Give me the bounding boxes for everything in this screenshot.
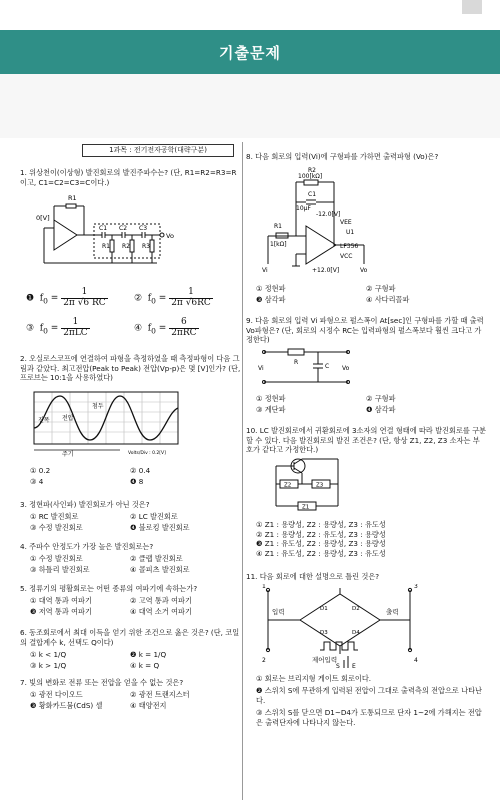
q7-option-2[interactable]: ② 광전 트랜지스터 <box>130 690 190 699</box>
q8-options <box>256 284 476 304</box>
question-6 <box>20 628 242 647</box>
voltage-label: 전압 <box>62 415 74 422</box>
q4-option-3[interactable]: ③ 하틀리 발진회로 <box>30 564 90 574</box>
q3-option-3[interactable]: ③ 수정 발진회로 <box>30 522 83 532</box>
question-2-text: 2. 오실로스코프에 연결하여 파형을 측정하였을 때 측정파형이 다음 그림과 같았다. 최고전압(Peak to Peak) 전압(Vp-p)은 몇 [V]인가? (단, 프로브는 10:1을 사용하였다) <box>20 354 241 382</box>
r1-label: R1 <box>274 223 282 230</box>
q1-option-3-num: 1 <box>61 318 90 329</box>
q1-option-3-den: 2πLC <box>63 327 88 338</box>
scale-label: Volts/Div : 0.2[V] <box>128 451 166 456</box>
question-5 <box>20 584 242 594</box>
vi-label: Vi <box>258 365 264 372</box>
q1-option-2-den: 2π √6RC <box>171 297 211 308</box>
period-label: 주기 <box>62 451 74 458</box>
q5-option-1[interactable]: ① 대역 통과 여파기 <box>30 596 92 605</box>
q11-option-2[interactable]: ❷ 스위치 S에 무관하게 입력된 전압이 그대로 출력측의 전압으로 나타난다. <box>256 686 482 705</box>
q3-options <box>30 512 230 532</box>
q10-options <box>256 520 486 558</box>
terminal-4: 4 <box>414 657 418 664</box>
d2-label: D2 <box>352 606 360 612</box>
question-8-text: 8. 다음 회로의 입력(Vi)에 구형파를 가하면 출력파형 (Vo)은? <box>246 152 439 161</box>
lc-oscillator-diagram <box>268 454 348 516</box>
z1-label: Z1 <box>302 504 310 511</box>
q4-option-1[interactable]: ① 수정 발진회로 <box>30 554 83 563</box>
question-3-text: 3. 정현파(사인파) 발진회로가 아닌 것은? <box>20 500 150 509</box>
q1-option-3[interactable]: ③ $f_0$ = $\frac{1}{\text{2πLC}}$ <box>26 317 88 338</box>
vee-voltage: -12.0[V] <box>316 211 341 218</box>
q1-option-4-mark: ④ <box>134 323 143 334</box>
q2-options <box>30 466 230 486</box>
question-1 <box>20 168 242 187</box>
q10-option-2[interactable]: ② Z1 : 용량성, Z2 : 유도성, Z3 : 용량성 <box>256 529 386 539</box>
q6-option-2[interactable]: ❷ k = 1/Q <box>130 650 167 659</box>
q1-option-1-num: 1 <box>61 288 108 299</box>
question-7-text: 7. 빛의 변화로 전류 또는 전압을 얻을 수 없는 것은? <box>20 678 184 687</box>
question-1-text: 1. 위상천이(이상형) 발진회로의 발진주파수는? (단, R1=R2=R3=R이고, C1=C2=C3=C이다.) <box>20 168 237 187</box>
q11-option-3[interactable]: ③ 스위치 S를 닫으면 D1~D4가 도통되므로 단자 1~2에 가해지는 전압은 출력단자에 나타나지 않는다. <box>256 708 482 727</box>
q10-option-1[interactable]: ① Z1 : 용량성, Z2 : 용량성, Z3 : 유도성 <box>256 520 386 529</box>
q7-option-1[interactable]: ① 광전 다이오드 <box>30 690 83 699</box>
integrator-circuit-diagram <box>256 166 406 274</box>
q1-option-3-mark: ③ <box>26 323 35 334</box>
question-2 <box>20 354 242 383</box>
q4-options <box>30 554 230 574</box>
d4-label: D4 <box>352 630 360 636</box>
status-bar <box>0 0 500 30</box>
c2-label: C2 <box>119 225 128 232</box>
q1-option-1-mark: ❶ <box>26 293 35 304</box>
z2-label: Z2 <box>284 482 292 489</box>
phase-shift-circuit-diagram <box>32 188 182 278</box>
q7-option-4[interactable]: ④ 태양전지 <box>130 700 167 710</box>
subject-tag: 1과목 : 전기전자공학(대략구분) <box>82 144 234 157</box>
q2-option-4[interactable]: ❹ 8 <box>130 476 144 486</box>
question-5-text: 5. 정류기의 평활회로는 어떤 종류의 여파기에 속하는가? <box>20 584 198 593</box>
q3-option-4[interactable]: ❹ 블로킹 발진회로 <box>130 522 190 532</box>
r1-value: 1[kΩ] <box>270 241 287 248</box>
status-indicator <box>462 0 482 14</box>
q11-option-1[interactable]: ① 회로는 브리지형 게이트 회로이다. <box>256 674 372 683</box>
q2-option-1[interactable]: ① 0.2 <box>30 466 51 475</box>
q6-option-1[interactable]: ① k < 1/Q <box>30 650 67 659</box>
r1-label: R1 <box>68 194 77 202</box>
q10-option-3[interactable]: ❸ Z1 : 유도성, Z2 : 용량성, Z3 : 용량성 <box>256 539 386 548</box>
r2-label: R2 <box>122 243 130 250</box>
question-7 <box>20 678 242 688</box>
q8-option-3[interactable]: ❸ 삼각파 <box>256 294 286 304</box>
switch-s-label: S <box>336 663 340 670</box>
amplitude-label: 진폭 <box>38 417 50 424</box>
c1-value: 10μF <box>296 205 311 212</box>
q1-option-1-den: 2π √6 RC <box>63 297 106 308</box>
ic-label: LF356 <box>340 243 359 250</box>
vcc-label: VCC <box>340 253 353 260</box>
q9-option-2[interactable]: ② 구형파 <box>366 394 396 403</box>
z3-label: Z3 <box>316 482 324 489</box>
output-label: 출력 <box>386 608 399 616</box>
q1-option-4-num: 6 <box>169 318 198 329</box>
control-input-label: 제어입력 <box>312 656 338 664</box>
q7-option-3[interactable]: ❸ 황화카드뮴(CdS) 셀 <box>30 700 103 710</box>
r2-value: 100[kΩ] <box>298 173 323 180</box>
q1-option-4-den: 2πRC <box>171 327 197 338</box>
question-10-text: 10. LC 발진회로에서 귀환회로에 3소자의 연결 형태에 따라 발진회로를 구분할 수 있다. 다음 발진회로의 발진 조건은? (단, 항상 Z1, Z2, Z3 소자는 부호가 같다고 가정한다.) <box>246 426 486 454</box>
vo-label: Vo <box>360 267 368 274</box>
q1-option-2-num: 1 <box>169 288 213 299</box>
exam-paper[interactable] <box>0 138 500 800</box>
c3-label: C3 <box>139 225 148 232</box>
question-11 <box>246 572 486 582</box>
terminal-2: 2 <box>262 657 266 664</box>
bridge-gate-diagram <box>260 584 430 670</box>
q7-options <box>30 690 230 710</box>
q1-option-2[interactable]: ② $f_0$ = $\frac{1}{2\pi √6RC}$ <box>134 287 211 308</box>
r3-label: R3 <box>142 243 150 250</box>
r-label: R <box>294 359 299 366</box>
zero-volt-label: 0[V] <box>36 214 50 222</box>
q6-option-4[interactable]: ④ k = Q <box>130 660 160 670</box>
c1-label: C1 <box>99 225 108 232</box>
q9-option-1[interactable]: ① 정현파 <box>256 394 286 403</box>
peak-label: 첨두 <box>92 403 104 410</box>
q10-option-4[interactable]: ④ Z1 : 유도성, Z2 : 용량성, Z3 : 유도성 <box>256 548 386 558</box>
c1-label: C1 <box>308 191 317 198</box>
q9-options <box>256 394 476 414</box>
question-8 <box>246 152 486 162</box>
vo-label: Vo <box>166 232 174 240</box>
q8-option-4[interactable]: ④ 사다리꼴파 <box>366 294 410 304</box>
page-title: 기출문제 <box>219 43 281 62</box>
r2-label: R2 <box>308 167 316 174</box>
app-bar <box>0 30 500 74</box>
q11-options <box>256 674 484 728</box>
question-11-text: 11. 다음 회로에 대한 설명으로 틀린 것은? <box>246 572 380 581</box>
q5-options <box>30 596 230 616</box>
q8-option-1[interactable]: ① 정현파 <box>256 284 286 293</box>
question-10 <box>246 426 486 455</box>
q3-option-1[interactable]: ① RC 발진회로 <box>30 512 79 521</box>
question-9 <box>246 316 486 345</box>
q6-options <box>30 650 230 670</box>
q9-option-3[interactable]: ③ 계단파 <box>256 404 286 414</box>
q6-option-3[interactable]: ③ k > 1/Q <box>30 660 67 670</box>
q4-option-4[interactable]: ④ 콜피츠 발진회로 <box>130 564 190 574</box>
q1-option-2-mark: ② <box>134 293 143 304</box>
rc-circuit-diagram <box>258 346 358 386</box>
q1-option-1[interactable]: ❶ $f_0$ = $\frac{1}{2\pi √6 RC}$ <box>26 287 106 308</box>
q2-option-2[interactable]: ② 0.4 <box>130 466 151 475</box>
q5-option-3[interactable]: ❸ 저역 통과 여파기 <box>30 606 92 616</box>
q9-option-4[interactable]: ❹ 삼각파 <box>366 404 396 414</box>
u1-label: U1 <box>346 229 355 236</box>
q1-option-4[interactable]: ④ $f_0$ = $\frac{6}{\text{2πRC}}$ <box>134 317 197 338</box>
d3-label: D3 <box>320 630 328 636</box>
vcc-voltage: +12.0[V] <box>312 267 340 274</box>
question-4 <box>20 542 242 552</box>
vo-label: Vo <box>342 365 350 372</box>
input-label: 입력 <box>272 608 285 616</box>
question-6-text: 6. 동조회로에서 최대 이득을 얻기 위한 조건으로 옳은 것은? (단, 코일의 결합계수 k, 선택도 Q이다) <box>20 628 240 647</box>
q4-option-2[interactable]: ② 클랩 발진회로 <box>130 554 183 563</box>
source-e-label: E <box>352 663 356 670</box>
c-label: C <box>325 363 330 370</box>
question-3 <box>20 500 242 510</box>
q5-option-4[interactable]: ④ 대역 소거 여파기 <box>130 606 192 616</box>
terminal-3: 3 <box>414 584 418 590</box>
d1-label: D1 <box>320 606 328 612</box>
vee-label: VEE <box>340 219 352 226</box>
vi-label: Vi <box>262 267 268 274</box>
q2-option-3[interactable]: ③ 4 <box>30 476 44 486</box>
r1-shunt-label: R1 <box>102 243 110 250</box>
oscilloscope-diagram <box>32 388 182 458</box>
terminal-1: 1 <box>262 584 266 590</box>
q8-option-2[interactable]: ② 구형파 <box>366 284 396 293</box>
q5-option-2[interactable]: ② 고역 통과 여파기 <box>130 596 192 605</box>
top-spacer <box>0 74 500 138</box>
question-4-text: 4. 주파수 안정도가 가장 높은 발진회로는? <box>20 542 154 551</box>
question-9-text: 9. 다음 회로의 입력 Vi 파형으로 펄스폭이 At[sec]인 구형파를 가할 때 출력 Vo파형은? (단, 회로의 시정수 RC는 입력파형의 펄스폭보다 훨씬 크다고 가정한다) <box>246 316 484 344</box>
column-divider <box>242 142 243 800</box>
q3-option-2[interactable]: ② LC 발진회로 <box>130 512 178 521</box>
